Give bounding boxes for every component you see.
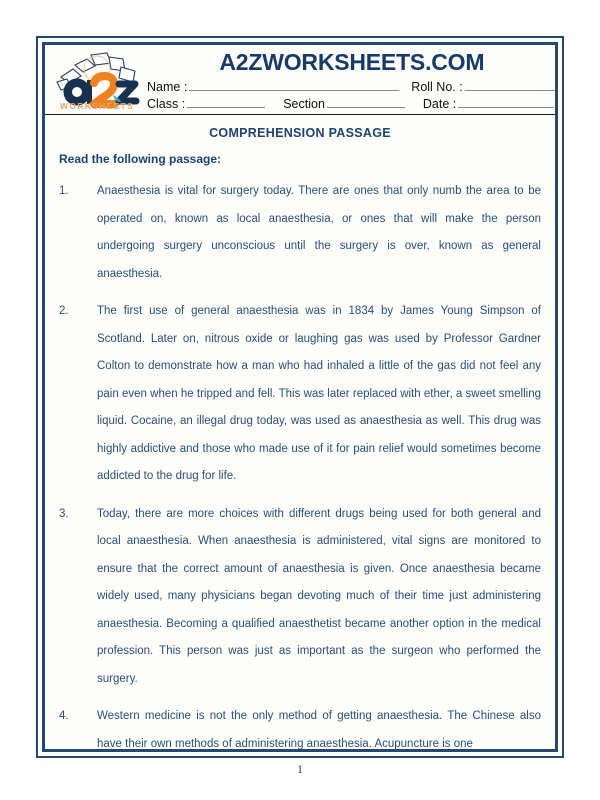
form-row-class [147, 96, 558, 111]
page-border-outer [36, 36, 564, 758]
paragraph-number: 3. [59, 507, 69, 520]
class-label: Class : [147, 97, 186, 112]
paragraph-text: Anaesthesia is vital for surgery today. There are ones that only numb the area to be operated on, known as local anaesthesia, or ones that will make the person undergoing surgery unconscious until the surgery is over, known as general anaesthesia. [97, 185, 541, 280]
brand-title: A2ZWORKSHEETS.COM [219, 49, 485, 75]
passage-paragraph [59, 298, 541, 491]
roll-no-input[interactable] [465, 79, 558, 91]
form-row-name [147, 79, 558, 94]
worksheet-title: COMPREHENSION PASSAGE [209, 126, 391, 141]
logo-subtext: WORKSHEETS [60, 101, 134, 112]
date-input[interactable] [458, 96, 554, 108]
paragraph-number: 2. [59, 305, 69, 318]
passage-body [45, 152, 555, 752]
name-input[interactable] [189, 79, 399, 91]
a2z-logo[interactable] [51, 49, 143, 111]
passage-paragraph [59, 703, 541, 752]
passage-paragraph [59, 501, 541, 694]
paragraph-number: 4. [59, 710, 69, 723]
instruction-text: Read the following passage: [59, 152, 222, 167]
paragraph-text: Western medicine is not the only method of getting anaesthesia. The Chinese also have their own methods of administering anaesthesia. Acupuncture is one [97, 710, 541, 750]
paragraph-text: The first use of general anaesthesia was in 1834 by James Young Simpson of Scotland. Later on, nitrous oxide or laughing gas was used by Professor Gardner Colton to demonstrate how a man who had inhaled a little of the gas did not feel any pain even when he tripped and fell. This was later replaced with ether, a sweet smelling liquid. Cocaine, an illegal drug today, was used as anaesthesia as well. This drug was highly addictive and those who made use of it for pain relief would sometimes become addicted to the drug for life. [97, 305, 541, 483]
date-label: Date : [422, 97, 457, 112]
paragraph-number: 1. [59, 185, 69, 198]
worksheet-header [45, 45, 555, 115]
roll-no-label: Roll No. : [411, 80, 463, 95]
paragraph-text: Today, there are more choices with different drugs being used for both general and local anaesthesia. When anaesthesia is administered, vital signs are monitored to ensure that the correct amount of anaesthesia is given. Once anaesthesia became widely used, many physicians began devoting much of their time just administering anaesthesia. Becoming a qualified anaesthetist became another option in the medical profession. This person was just as important as the surgeon who performed the surgery. [97, 507, 541, 685]
logo-cell [49, 49, 145, 111]
page-border-inner [42, 42, 558, 752]
name-label: Name : [147, 80, 188, 95]
page-number: 1 [297, 762, 303, 776]
header-right [145, 49, 558, 111]
section-input[interactable] [327, 96, 405, 108]
section-label: Section [283, 97, 325, 112]
passage-paragraph [59, 178, 541, 288]
class-input[interactable] [187, 96, 265, 108]
a2z-logo-icon [51, 49, 143, 111]
